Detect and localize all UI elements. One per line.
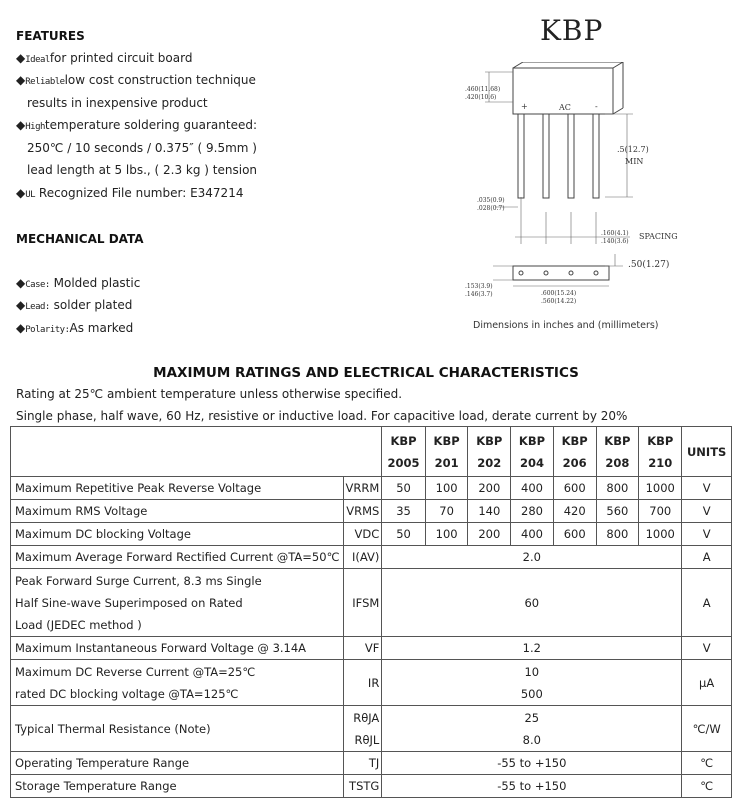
features-heading: FEATURES xyxy=(16,29,85,43)
dim-bottom-width: .50(1.27) xyxy=(628,260,670,270)
ratings-note-ambient: Rating at 25℃ ambient temperature unless otherwise specified. xyxy=(16,387,403,401)
table-row-ifsm: Peak Forward Surge Current, 8.3 ms Single Half Sine-wave Superimposed on Rated Load (JEDEC method ) IFSM 60 A xyxy=(11,569,732,637)
package-outline-drawing xyxy=(455,62,685,317)
package-name: KBP xyxy=(540,14,604,47)
table-row-vrms: Maximum RMS Voltage VRMS 35 70 140 280 420 560 700 V xyxy=(11,500,732,523)
table-row-thermal: Typical Thermal Resistance (Note) RθJA RθJL 25 8.0 ℃/W xyxy=(11,706,732,752)
polarity-ac: AC xyxy=(559,103,571,112)
dim-height-lower: .146(3.7) xyxy=(465,291,493,298)
feature-ul: ◆UL Recognized File number: E347214 xyxy=(16,186,244,200)
model-kbp202: KBP 202 xyxy=(468,427,511,477)
dim-thickness-upper: .035(0.9) xyxy=(477,197,505,204)
polarity-plus: + xyxy=(521,102,528,111)
model-kbp208: KBP 208 xyxy=(596,427,639,477)
model-kbp204: KBP 204 xyxy=(511,427,554,477)
package-caption: Dimensions in inches and (millimeters) xyxy=(473,320,659,331)
table-row-vdc: Maximum DC blocking Voltage VDC 50 100 200 400 600 800 1000 V xyxy=(11,523,732,546)
dim-height-upper: .153(3.9) xyxy=(465,283,493,290)
table-row-vf: Maximum Instantaneous Forward Voltage @ 3.14A VF 1.2 V xyxy=(11,637,732,660)
mech-lead: ◆Lead: solder plated xyxy=(16,298,133,312)
model-kbp2005: KBP 2005 xyxy=(382,427,425,477)
dim-body-length-lower: .560(14.22) xyxy=(541,298,577,305)
feature-high-temp: ◆Hightemperature soldering guaranteed: xyxy=(16,118,257,132)
table-row-vrrm: Maximum Repetitive Peak Reverse Voltage VRRM 50 100 200 400 600 800 1000 V xyxy=(11,477,732,500)
model-kbp201: KBP 201 xyxy=(425,427,468,477)
feature-reliable: ◆Reliablelow cost construction technique xyxy=(16,73,256,87)
ratings-table xyxy=(10,426,732,798)
dim-spacing-label: SPACING xyxy=(639,232,678,241)
table-row-tj: Operating Temperature Range TJ -55 to +150 ℃ xyxy=(11,752,732,775)
dim-width-lower: .420(10.6) xyxy=(465,94,497,101)
feature-ideal: ◆Idealfor printed circuit board xyxy=(16,51,193,65)
dim-spacing-upper: .160(4.1) xyxy=(601,230,629,237)
feature-high-temp-cont1: 250℃ / 10 seconds / 0.375″ ( 9.5mm ) xyxy=(27,141,257,155)
table-row-tstg: Storage Temperature Range TSTG -55 to +150 ℃ xyxy=(11,775,732,798)
table-row-ir: Maximum DC Reverse Current @TA=25℃ rated DC blocking voltage @TA=125℃ IR 10 500 μA xyxy=(11,660,732,706)
polarity-minus: - xyxy=(595,102,598,111)
model-kbp206: KBP 206 xyxy=(553,427,596,477)
feature-reliable-cont: results in inexpensive product xyxy=(27,96,208,110)
dim-body-length-upper: .600(15.24) xyxy=(541,290,577,297)
dim-lead-min: MIN xyxy=(625,157,644,166)
dim-width-upper: .460(11.68) xyxy=(465,86,501,93)
mechanical-heading: MECHANICAL DATA xyxy=(16,232,144,246)
model-kbp210: KBP 210 xyxy=(639,427,682,477)
mech-case: ◆Case: Molded plastic xyxy=(16,276,141,290)
dim-spacing-lower: .140(3.6) xyxy=(601,238,629,245)
dim-thickness-lower: .028(0.7) xyxy=(477,205,505,212)
mech-polarity: ◆Polarity:As marked xyxy=(16,321,134,335)
ratings-note-load: Single phase, half wave, 60 Hz, resistive or inductive load. For capacitive load, derate current by 20% xyxy=(16,409,628,423)
table-row-iav: Maximum Average Forward Rectified Current @TA=50℃ I(AV) 2.0 A xyxy=(11,546,732,569)
table-header-row xyxy=(11,427,732,477)
ratings-title: MAXIMUM RATINGS AND ELECTRICAL CHARACTERISTICS xyxy=(153,365,579,381)
dim-lead-length: .5(12.7) xyxy=(617,145,649,154)
feature-high-temp-cont2: lead length at 5 lbs., ( 2.3 kg ) tension xyxy=(27,163,258,177)
header-blank xyxy=(11,427,382,477)
units-header: UNITS xyxy=(682,427,732,477)
